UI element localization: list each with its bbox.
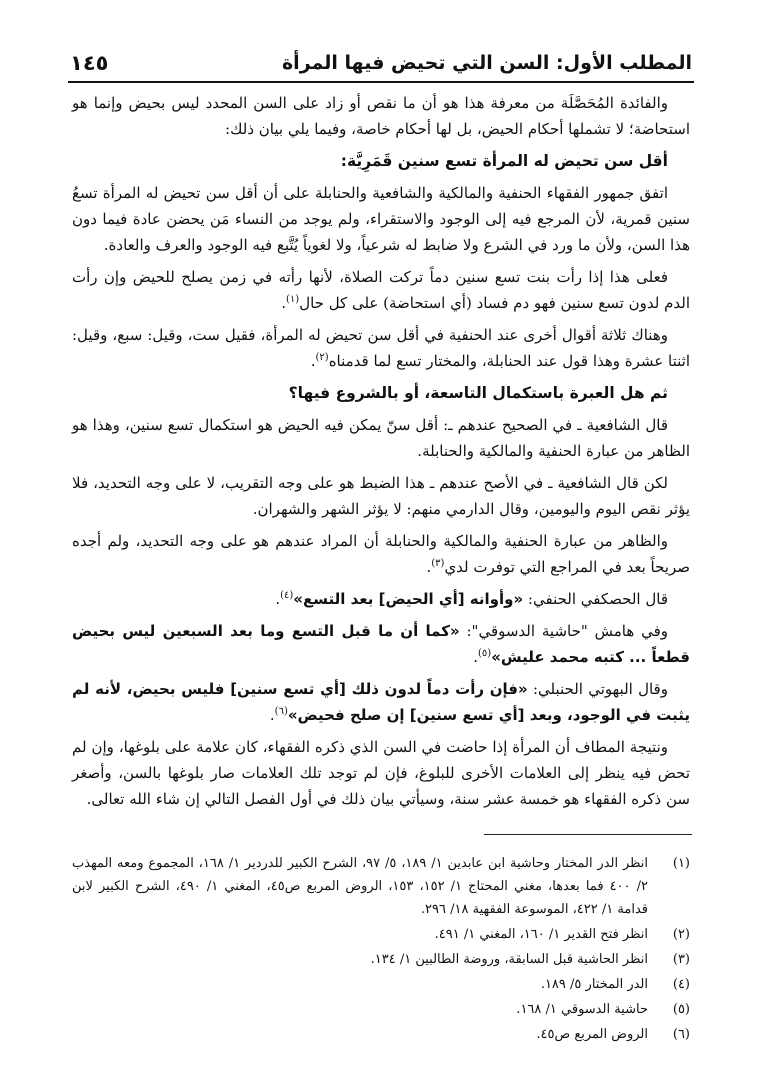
heading-completion-question: ثم هل العبرة باستكمال التاسعة، أو بالشروع فيها؟ — [288, 384, 668, 402]
footnote — [72, 852, 690, 921]
paragraph-shafii-view: قال الشافعية ـ في الصحيح عندهم ـ: أقل سنّ يمكن فيه الحيض هو استكمال تسع سنين، وهذا هو الظاهر من عبارة الحنفية والمالكية والحنابلة. — [72, 416, 690, 460]
paragraph-consequence — [72, 264, 690, 316]
footnote-text: الروض المربع ص٤٥. — [536, 1027, 648, 1042]
paragraph-approximation: لكن قال الشافعية ـ في الأصح عندهم ـ هذا الضبط هو على وجه التقريب، لا على وجه التحديد، فلا يؤثر نقص اليوم واليومين، وقال الدارمي منهم: لا يؤثر الشهر والشهران. — [72, 474, 690, 518]
paragraph-end: . — [473, 648, 479, 666]
paragraph-buhuti-quote — [72, 676, 690, 728]
footnote-number: (٦) — [672, 1027, 690, 1042]
footnote-text: انظر فتح القدير ١/ ١٦٠، المغني ١/ ٤٩١. — [434, 927, 648, 942]
quote-intro: قال الحصكفي الحنفي: — [523, 590, 668, 608]
quote-intro: وفي هامش "حاشية الدسوقي": — [459, 622, 669, 640]
footnote — [72, 998, 690, 1021]
footnote-ref-2[interactable]: (٢) — [315, 352, 329, 363]
page-number: ١٤٥ — [70, 51, 109, 75]
footnote-number: (٣) — [672, 952, 690, 967]
footnote-text: الدر المختار ٥/ ١٨٩. — [540, 977, 648, 992]
quote-text: «فإن رأت دماً لدون ذلك [أي تسع سنين] فليس بحيض، لأنه لم يثبت في الوجود، وبعد [أي تسع سنين] إن صلح فحيض» — [72, 680, 690, 724]
paragraph-conclusion: ونتيجة المطاف أن المرأة إذا حاضت في السن الذي ذكره الفقهاء، كان علامة على بلوغها، وإن لم تحض فيه ينظر إلى العلامات الأخرى للبلوغ، فإن لم توجد تلك العلامات صار بلوغها بالسن، وأصغر سن ذكره الفقهاء هو خمسة عشر سنة، وسيأتي بيان ذلك في أول الفصل التالي إن شاء الله تعالى. — [72, 738, 690, 808]
footnote-ref-6[interactable]: (٦) — [274, 706, 288, 717]
footnote-ref-5[interactable]: (٥) — [478, 648, 492, 659]
header-rule — [68, 81, 694, 83]
footnote — [72, 1023, 690, 1046]
paragraph-end: . — [281, 294, 286, 312]
footnote-text: انظر الدر المختار وحاشية ابن عابدين ١/ ١٨٩، ٥/ ٩٧، الشرح الكبير للدردير ١/ ١٦٨، المجموع ومعه المهذب ٢/ ٤٠٠ فما بعدها، مغني المحتاج ١/ ١٥٢، ١٥٣، الروض المربع ص٤٥، المغني ١/ ٤٩٠، الشرح الكبير لابن قدامة ١/ ٤٢٢، الموسوعة الفقهية ١٨/ ٢٩٦. — [72, 856, 649, 917]
footnote-number: (٤) — [672, 977, 690, 992]
footnote-number: (١) — [672, 856, 690, 871]
running-header — [70, 38, 692, 78]
footnote-text: حاشية الدسوقي ١/ ١٦٨. — [516, 1002, 648, 1017]
paragraph-haskafi-quote — [72, 586, 690, 612]
footnote — [72, 923, 690, 946]
footnote-divider — [484, 834, 692, 835]
footnote-ref-4[interactable]: (٤) — [280, 590, 294, 601]
paragraph-dasuqi-quote — [72, 618, 690, 670]
paragraph-intro: والفائدة المُحَصَّلَة من معرفة هذا هو أن ما نقص أو زاد على السن المحدد ليس بحيض وإنما هو استحاضة؛ لا تشملها أحكام الحيض، بل لها أحكام خاصة، وفيما يلي بيان ذلك: — [72, 94, 690, 138]
footnote — [72, 973, 690, 996]
paragraph-end: . — [275, 590, 281, 608]
paragraph-consensus: اتفق جمهور الفقهاء الحنفية والمالكية والشافعية والحنابلة على أن أقل سن تحيض له المرأة تسعُ سنين قمرية، لأن المرجع فيه إلى الوجود والاستقراء، ولم يوجد من النساء مَن يحضن عادة فيما دون هذا السن، ولأن ما ورد في الشرع ولا ضابط له شرعياً، ولا لغوياً يُتَّبع فيه الوجود والعرف والعادة. — [72, 184, 690, 254]
paragraph-end: . — [426, 558, 432, 576]
paragraph-precision — [72, 528, 690, 580]
quote-text: «وأوانه [أي الحيض] بعد التسع» — [293, 590, 524, 608]
footnote-number: (٥) — [672, 1002, 690, 1017]
running-title: المطلب الأول: السن التي تحيض فيها المرأة — [281, 52, 692, 74]
paragraph-text: فعلى هذا إذا رأت بنت تسع سنين دماً تركت الصلاة، لأنها رأته في زمن يصلح للحيض وإن رأت الدم لدون تسع سنين فهو دم فساد (أي استحاضة) على كل حال — [72, 268, 690, 312]
quote-text: «كما أن ما قبل التسع وما بعد السبعين ليس بحيض قطعاً ... كتبه محمد عليش» — [72, 622, 690, 666]
heading-minimum-age: أقل سن تحيض له المرأة تسع سنين قَمَرِيَّة: — [340, 152, 668, 170]
paragraph-text: والظاهر من عبارة الحنفية والمالكية والحنابلة أن المراد عندهم هو على وجه التحديد، ولم أجده صريحاً بعد في المراجع التي توفرت لدي — [72, 532, 690, 576]
footnote-ref-3[interactable]: (٣) — [431, 558, 445, 569]
footnote-ref-1[interactable]: (١) — [286, 294, 300, 305]
paragraph-other-opinions — [72, 322, 690, 374]
footnote-number: (٢) — [672, 927, 690, 942]
quote-intro: وقال البهوتي الحنبلي: — [527, 680, 668, 698]
paragraph-end: . — [310, 352, 316, 370]
paragraph-text: وهناك ثلاثة أقوال أخرى عند الحنفية في أقل سن تحيض له المرأة، فقيل ست، وقيل: سبع، وقيل: اثنتا عشرة وهذا قول عند الحنابلة، والمختار تسع لما قدمناه — [72, 326, 690, 370]
footnotes — [72, 852, 690, 1048]
paragraph-end: . — [269, 706, 275, 724]
main-text — [72, 90, 690, 818]
footnote — [72, 948, 690, 971]
footnote-text: انظر الحاشية قبل السابقة، وروضة الطالبين ١/ ١٣٤. — [370, 952, 648, 967]
